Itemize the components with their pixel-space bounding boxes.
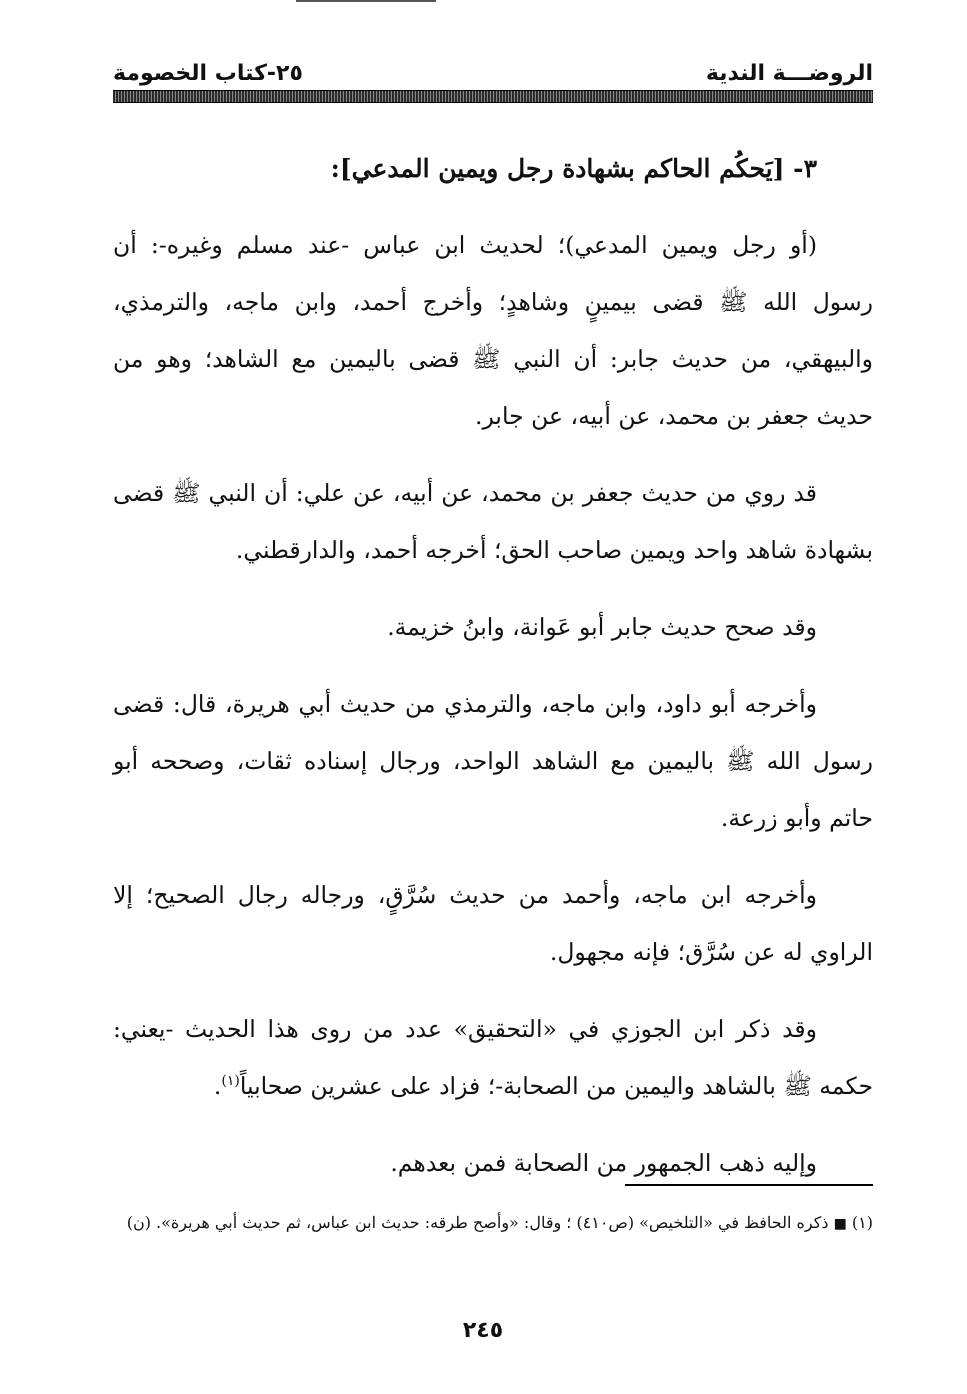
page-number: ٢٤٥ [462,1318,504,1343]
section-heading: ٣- [يَحكُم الحاكم بشهادة رجل ويمين المدعي]: [330,154,817,183]
footnote [113,1200,873,1247]
footnote-number: (١) [851,1213,873,1232]
header-divider [113,90,873,103]
paragraph: وقد صحح حديث جابر أبو عَوانة، وابنُ خزيمة. [387,613,817,641]
paragraph-text: وقد ذكر ابن الجوزي في «التحقيق» عدد من روى هذا الحديث -يعني: حكمه ﷺ بالشاهد واليمين من الصحابة-؛ فزاد على عشرين صحابياً [113,1015,873,1100]
chapter-title: ٢٥-كتاب الخصومة [113,60,303,86]
paragraph: وأخرجه أبو داود، وابن ماجه، والترمذي من حديث أبي هريرة، قال: قضى رسول الله ﷺ باليمين مع الشاهد الواحد، ورجال إسناده ثقات، وصححه أبو حاتم وأبو زرعة. [113,690,873,832]
square-icon: ■ [833,1216,847,1232]
running-header [113,58,873,88]
paragraph: (أو رجل ويمين المدعي)؛ لحديث ابن عباس -عند مسلم وغيره-: أن رسول الله ﷺ قضى بيمينٍ وشاهدٍ؛ وأخرج أحمد، وابن ماجه، والترمذي، والبيهقي، من حديث جابر: أن النبي ﷺ قضى باليمين مع الشاهد؛ وهو من حديث جعفر بن محمد، عن أبيه، عن جابر. [113,231,873,430]
paragraph: قد روي من حديث جعفر بن محمد، عن أبيه، عن علي: أن النبي ﷺ قضى بشهادة شاهد واحد ويمين صاحب الحق؛ أخرجه أحمد، والدارقطني. [113,479,873,564]
paragraph: وإليه ذهب الجمهور من الصحابة فمن بعدهم. [390,1149,817,1177]
paragraph-with-footnote [113,1001,873,1115]
paragraph: وأخرجه ابن ماجه، وأحمد من حديث سُرَّقٍ، ورجاله رجال الصحيح؛ إلا الراوي له عن سُرَّق؛ فإنه مجهول. [113,881,873,966]
footnote-separator [625,1184,873,1186]
footnote-marker[interactable]: (١) [221,1073,240,1090]
paragraph-end: . [213,1072,222,1100]
main-text [113,140,873,1212]
scan-edge-mark [296,0,436,2]
book-title: الروضـــة الندية [705,60,873,86]
footnote-text: ذكره الحافظ في «التلخيص» (ص٤١٠) ؛ وقال: «وأصح طرقه: حديث ابن عباس، ثم حديث أبي هريرة». (ن) [126,1213,829,1232]
